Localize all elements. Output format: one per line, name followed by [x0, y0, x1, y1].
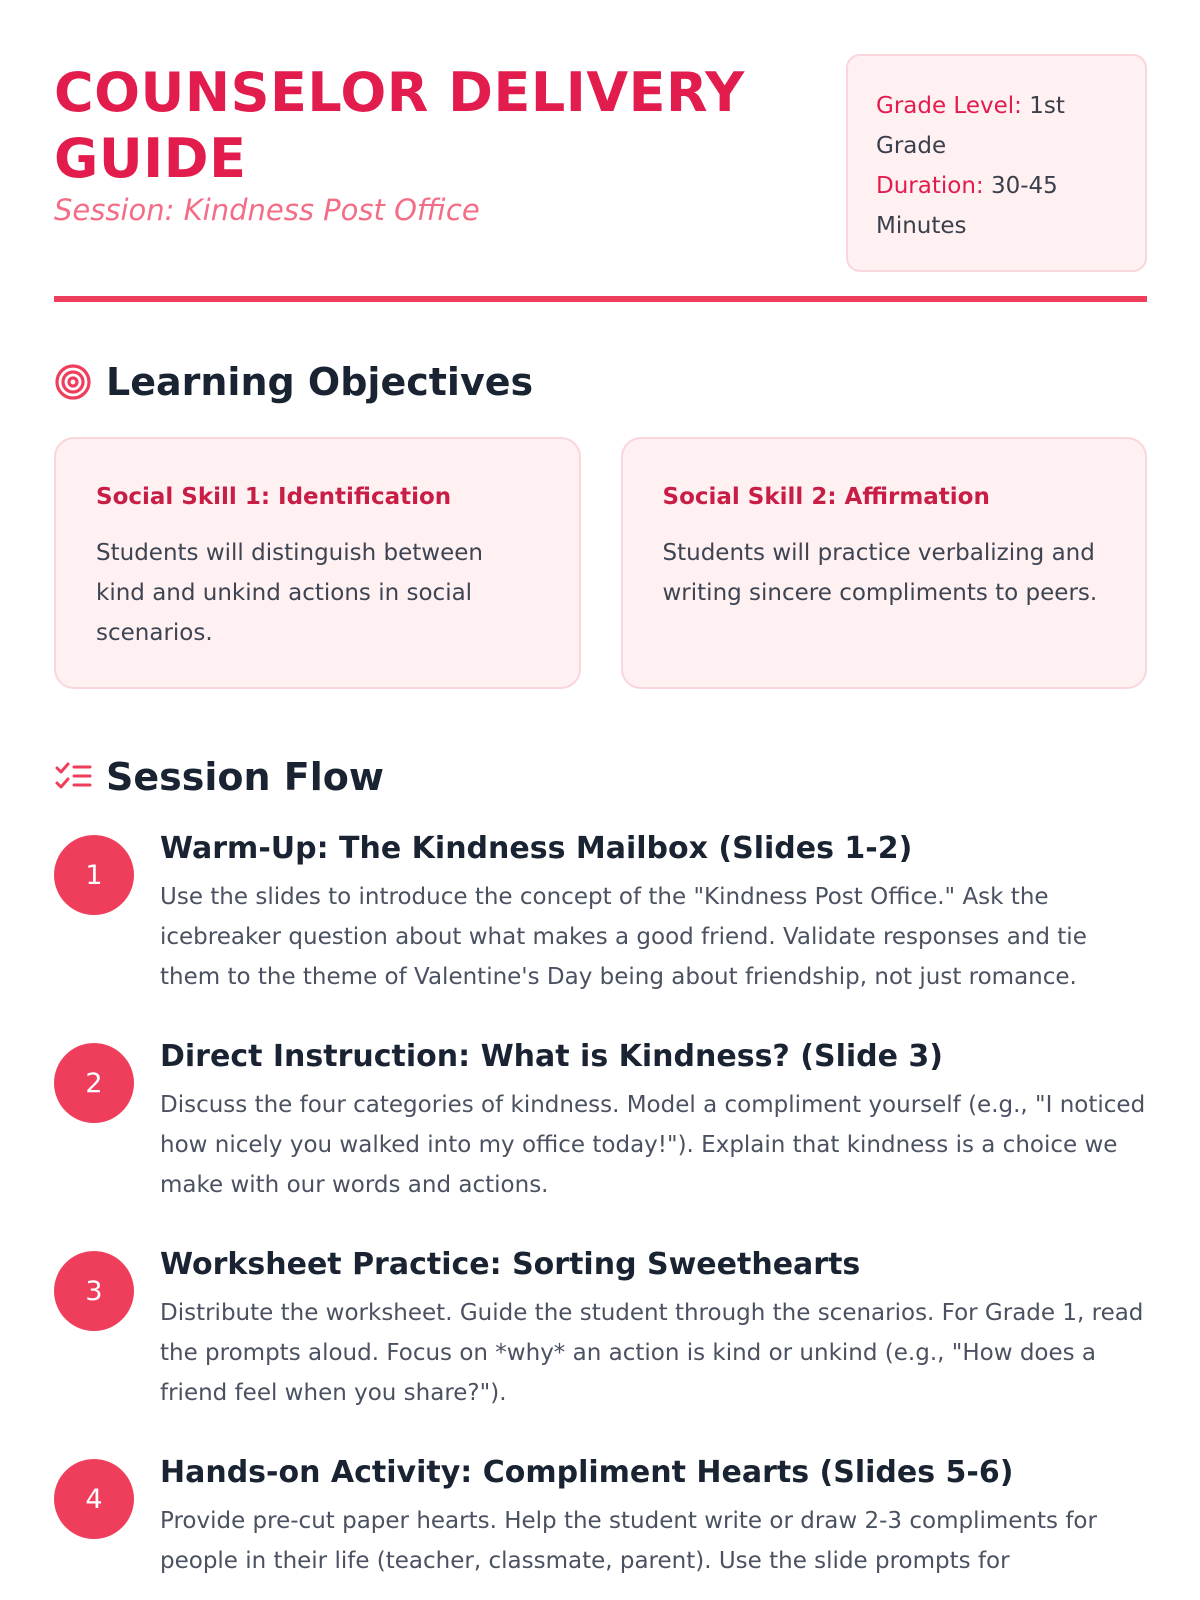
step-number-badge: 2 — [54, 1043, 134, 1123]
checklist-icon — [54, 762, 92, 792]
step-body — [160, 1037, 1147, 1205]
objective-card — [621, 437, 1148, 689]
step-title: Hands-on Activity: Compliment Hearts (Slides 5-6) — [160, 1455, 1014, 1490]
objective-title: Social Skill 2: Affirmation — [662, 484, 990, 510]
step-description: Use the slides to introduce the concept of the "Kindness Post Office." Ask the icebreaker question about what makes a good friend. Validate responses and tie them to the theme of Valentine's Day being about friendship, not just romance. — [160, 884, 1087, 990]
step-number-badge: 1 — [54, 835, 134, 915]
step-number-badge: 4 — [54, 1459, 134, 1539]
session-flow-heading-text: Session Flow — [106, 755, 384, 799]
step-title: Warm-Up: The Kindness Mailbox (Slides 1-2) — [160, 831, 913, 866]
duration-value: 30-45 Minutes — [876, 173, 1058, 239]
session-meta-box — [846, 54, 1147, 272]
step-body — [160, 1453, 1147, 1581]
grade-level-row — [876, 86, 1117, 166]
step-description: Distribute the worksheet. Guide the student through the scenarios. For Grade 1, read the prompts aloud. Focus on *why* an action is kind or unkind (e.g., "How does a friend feel when you share?"). — [160, 1300, 1144, 1406]
session-step — [54, 829, 1147, 997]
title-block — [54, 54, 794, 230]
page-title: COUNSELOR DELIVERY GUIDE — [54, 61, 745, 190]
session-steps-list — [54, 829, 1147, 1581]
objectives-grid — [54, 437, 1147, 689]
step-title: Worksheet Practice: Sorting Sweethearts — [160, 1247, 861, 1282]
duration-label: Duration: — [876, 173, 984, 199]
step-number-badge: 3 — [54, 1251, 134, 1331]
session-step — [54, 1245, 1147, 1413]
guide-header — [54, 54, 1147, 302]
objectives-heading — [54, 360, 1147, 404]
duration-row — [876, 166, 1117, 246]
target-icon — [54, 363, 92, 401]
step-title: Direct Instruction: What is Kindness? (Slide 3) — [160, 1039, 944, 1074]
step-description: Provide pre-cut paper hearts. Help the student write or draw 2-3 compliments for people in their life (teacher, classmate, parent). Use the slide prompts for — [160, 1508, 1097, 1574]
step-description: Discuss the four categories of kindness. Model a compliment yourself (e.g., "I noticed how nicely you walked into my office today!"). Explain that kindness is a choice we make with our words and actions. — [160, 1092, 1146, 1198]
learning-objectives-section — [54, 360, 1147, 689]
objective-description: Students will distinguish between kind and unkind actions in social scenarios. — [96, 540, 483, 646]
grade-level-label: Grade Level: — [876, 93, 1022, 119]
objective-title: Social Skill 1: Identification — [96, 484, 452, 510]
objective-card — [54, 437, 581, 689]
step-body — [160, 1245, 1147, 1413]
session-subtitle: Session: Kindness Post Office — [54, 193, 480, 227]
session-flow-section — [54, 755, 1147, 1581]
session-step — [54, 1037, 1147, 1205]
grade-level-value: 1st Grade — [876, 93, 1065, 159]
step-body — [160, 829, 1147, 997]
objectives-heading-text: Learning Objectives — [106, 360, 534, 404]
objective-description: Students will practice verbalizing and writing sincere compliments to peers. — [662, 540, 1098, 606]
session-step — [54, 1453, 1147, 1581]
session-flow-heading — [54, 755, 1147, 799]
